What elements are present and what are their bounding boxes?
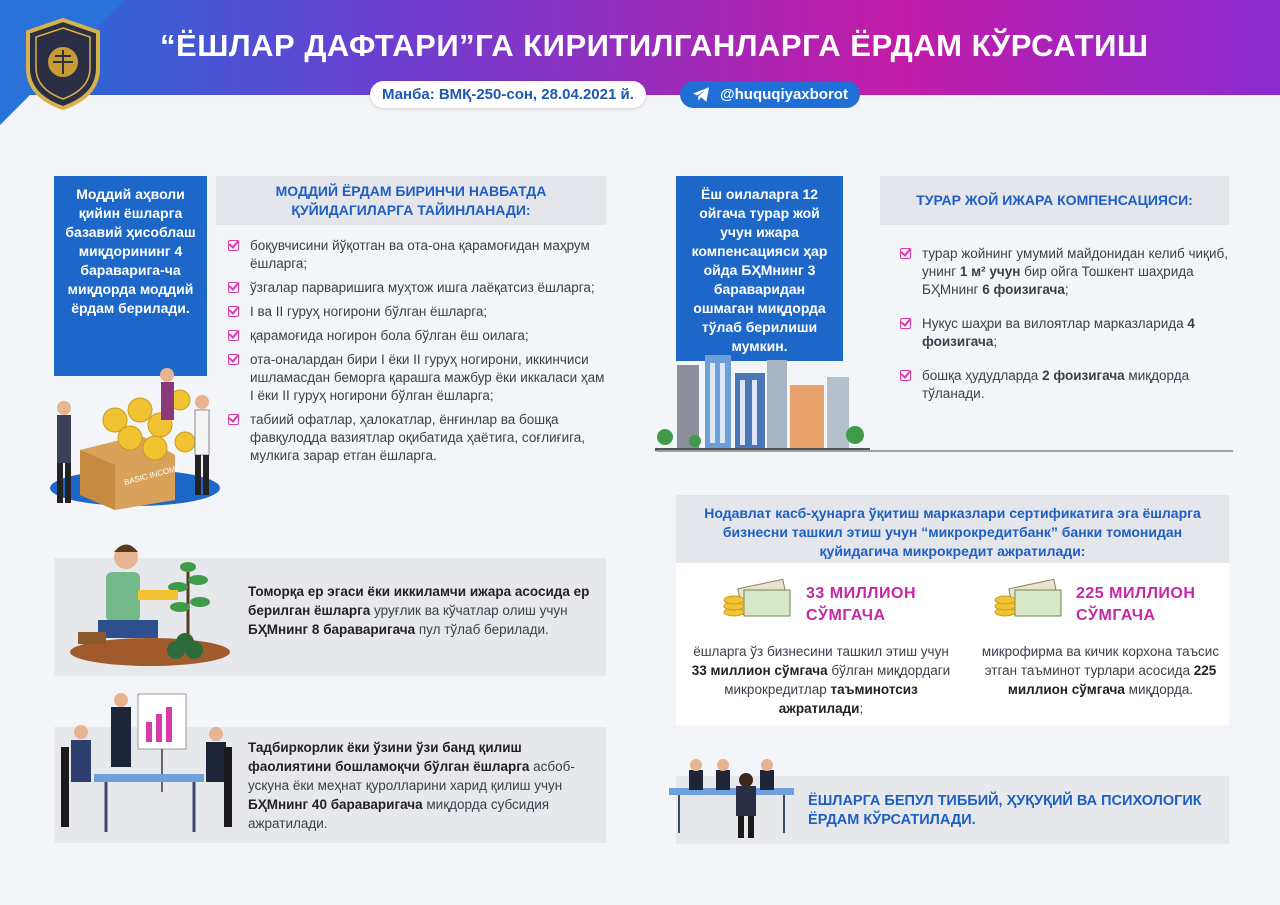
check-icon xyxy=(228,354,239,365)
material-aid-heading: МОДДИЙ ЁРДАМ БИРИНЧИ НАВБАТДА ҚУЙИДАГИЛАРГА ТАЙИНЛАНАДИ: xyxy=(216,176,606,225)
list-item: бошқа ҳудудларда 2 фоизигача миқдорда тўланади. xyxy=(900,367,1230,403)
gardener-illustration xyxy=(68,532,233,670)
list-item: табиий офатлар, ҳалокатлар, ёнғинлар ва бошқа фавқулодда вазиятлар оқибатида ҳаётига, соғлиғига, мулкига зарар етган ёшларга. xyxy=(228,411,608,465)
amount-225m: 225 МИЛЛИОН СЎМГАЧА xyxy=(1076,585,1196,624)
money-icon xyxy=(993,578,1065,624)
check-icon xyxy=(228,240,239,251)
microcredit-heading: Нодавлат касб-ҳунарга ўқитиш марказлари сертификатига эга ёшларга бизнесни ташкил этиш учун “микрокредитбанк” банки томонидан қуйидагича микрокредит ажратилади: xyxy=(676,495,1229,563)
list-item: Нукус шаҳри ва вилоятлар марказларида 4 фоизигача; xyxy=(900,315,1230,351)
check-icon xyxy=(900,370,911,381)
basic-income-label: BASIC INCOME xyxy=(123,463,182,487)
source-pill: Манба: ВМҚ-250-сон, 28.04.2021 й. xyxy=(370,81,646,108)
meeting-illustration xyxy=(56,692,236,840)
telegram-handle: @huquqiyaxborot xyxy=(720,86,848,103)
basic-income-illustration xyxy=(45,360,225,510)
check-icon xyxy=(900,248,911,259)
amount-33m: 33 МИЛЛИОН СЎМГАЧА xyxy=(806,585,917,624)
list-item: ота-оналардан бири I ёки II гуруҳ ногирони, иккинчиси ишламасдан беморга қарашга мажбур ёки иккаласи ҳам I ёки II гуруҳ ногирони бўлган ёшларга; xyxy=(228,351,608,405)
ministry-logo xyxy=(22,18,104,110)
material-aid-box: Моддий аҳволи қийин ёшларга базавий ҳисоблаш миқдорининг 4 бараварига-ча миқдорда моддий ёрдам берилади. xyxy=(54,176,207,376)
list-item: турар жойнинг умумий майдонидан келиб чиқиб, унинг 1 м² учун бир ойга Тошкент шаҳрида БҲМнинг 6 фоизигача; xyxy=(900,245,1230,299)
list-item: қарамоғида ногирон бола бўлган ёш оилага; xyxy=(228,327,608,345)
check-icon xyxy=(228,330,239,341)
check-icon xyxy=(228,414,239,425)
telegram-icon xyxy=(692,86,710,103)
list-item: I ва II гуруҳ ногирони бўлган ёшларга; xyxy=(228,303,608,321)
free-help-text: ЁШЛАРГА БЕПУЛ ТИББИЙ, ҲУҚУҚИЙ ВА ПСИХОЛОГИК ЁРДАМ КЎРСАТИЛАДИ. xyxy=(808,793,1202,828)
list-item: боқувчисини йўқотган ва ота-она қарамоғидан маҳрум ёшларга; xyxy=(228,237,608,273)
rent-box: Ёш оилаларга 12 ойгача турар жой учун ижара компенсацияси ҳар ойда БҲМнинг 3 бараваридан ошмаган миқдорда тўлаб берилиши мумкин. xyxy=(676,176,843,361)
check-icon xyxy=(228,306,239,317)
microcredit-text-1: ёшларга ўз бизнесини ташкил этиш учун 33 миллион сўмгача бўлган миқдордаги микрокредитлар таъминотсиз ажратилади; xyxy=(691,644,951,716)
page-title: “ЁШЛАР ДАФТАРИ”ГА КИРИТИЛГАНЛАРГА ЁРДАМ КЎРСАТИШ xyxy=(160,28,1149,63)
microcredit-text-2: микрофирма ва кичик корхона таъсис этган таъминот турлари асосида 225 миллион сўмгача миқдорда. xyxy=(981,644,1220,697)
check-icon xyxy=(900,318,911,329)
list-item: ўзгалар парваришига муҳтож ишга лаёқатсиз ёшларга; xyxy=(228,279,608,297)
business-text: Тадбиркорлик ёки ўзини ўзи банд қилиш фаолиятини бошламоқчи бўлган ёшларга асбоб-ускуна ёки меҳнат қуролларини харид қилиш учун БҲМнинг 40 бараваригача миқдорда субсидия ажратилади. xyxy=(248,740,575,831)
rent-list xyxy=(900,245,1230,409)
consultation-illustration xyxy=(664,758,799,840)
telegram-pill[interactable] xyxy=(680,81,860,108)
money-icon xyxy=(722,578,794,624)
city-illustration xyxy=(655,355,870,453)
land-text: Томорқа ер эгаси ёки иккиламчи ижара асосида ер берилган ёшларга уруғлик ва кўчатлар олиш учун БҲМнинг 8 бараваригача пул тўлаб берилади. xyxy=(248,584,590,637)
divider xyxy=(657,450,1233,452)
material-aid-list xyxy=(228,237,608,471)
check-icon xyxy=(228,282,239,293)
rent-heading: ТУРАР ЖОЙ ИЖАРА КОМПЕНСАЦИЯСИ: xyxy=(880,176,1229,225)
